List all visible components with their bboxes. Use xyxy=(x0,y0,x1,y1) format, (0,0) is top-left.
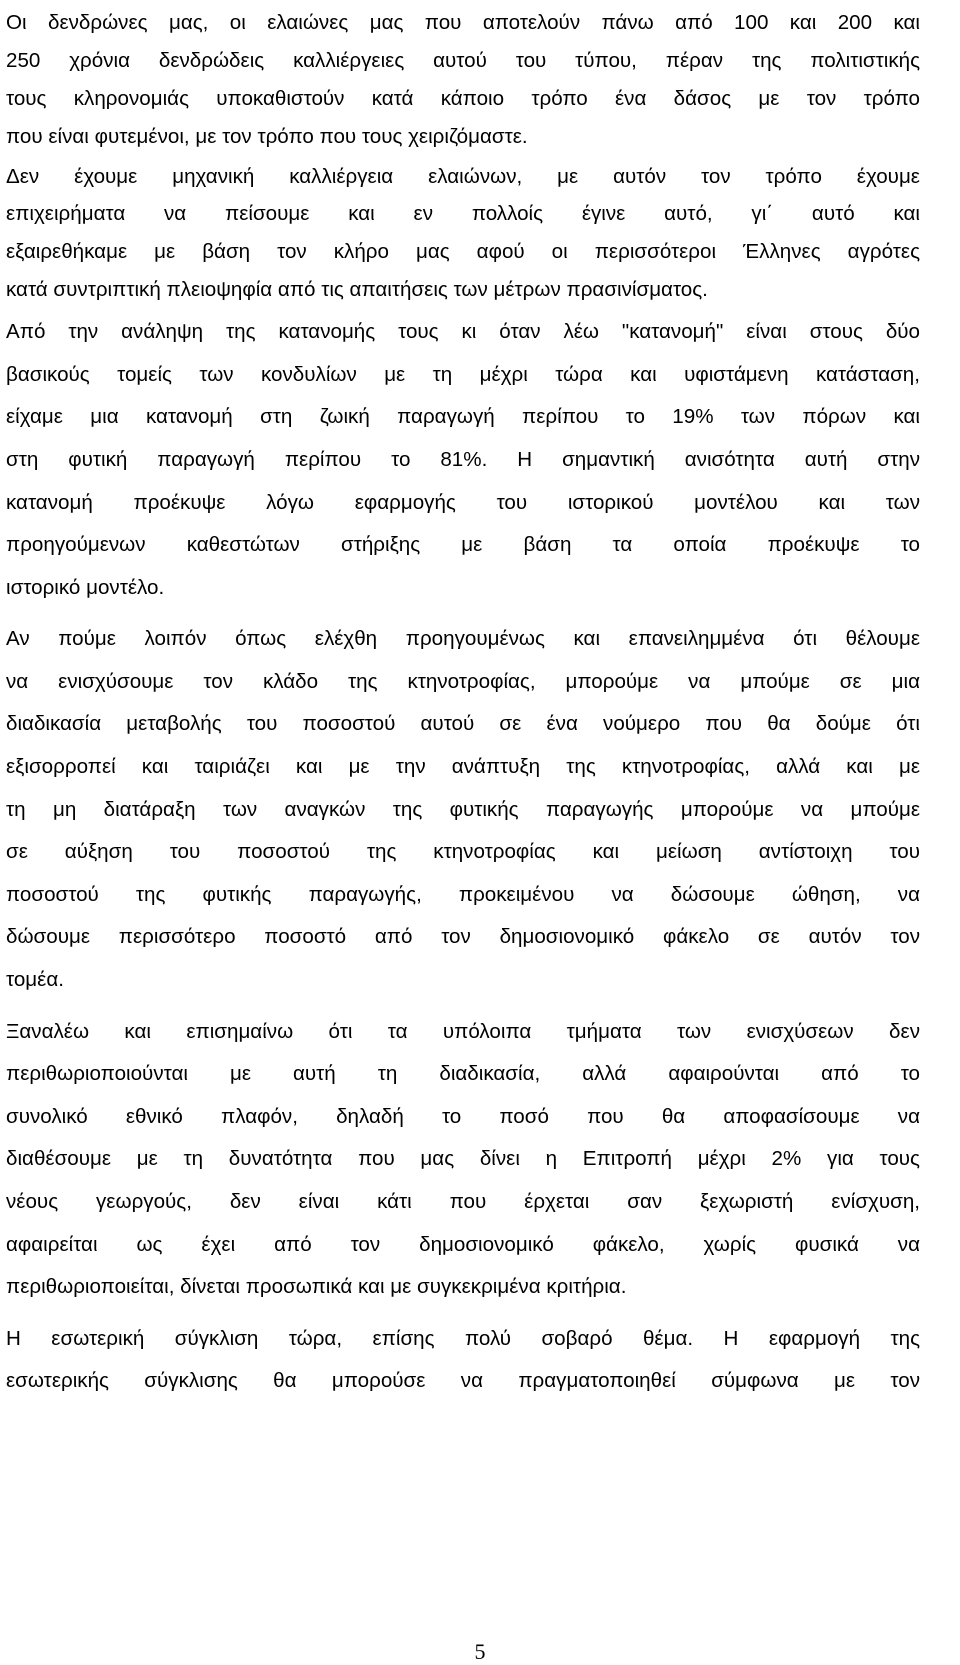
paragraph-1 xyxy=(6,4,920,156)
text-line: αφαιρείται ως έχει από τον δημοσιονομικό φάκελο, χωρίς φυσικά να xyxy=(6,1232,920,1256)
text-line: στη φυτική παραγωγή περίπου το 81%. Η σημαντική ανισότητα αυτή στην xyxy=(6,447,920,471)
text-line: Αν πούμε λοιπόν όπως ελέχθη προηγουμένως και επανειλημμένα ότι θέλουμε xyxy=(6,627,920,651)
text-line: Ξαναλέω και επισημαίνω ότι τα υπόλοιπα τμήματα των ενισχύσεων δεν xyxy=(6,1019,920,1043)
text-line: συνολικό εθνικό πλαφόν, δηλαδή το ποσό που θα αποφασίσουμε να xyxy=(6,1104,920,1128)
body-text xyxy=(6,4,920,1403)
text-line: τη μη διατάραξη των αναγκών της φυτικής παραγωγής μπορούμε να μπούμε xyxy=(6,797,920,821)
text-line: Οι δενδρώνες μας, οι ελαιώνες μας που αποτελούν πάνω από 100 και 200 και xyxy=(6,11,920,34)
text-line: προηγούμενων καθεστώτων στήριξης με βάση τα οποία προέκυψε το xyxy=(6,533,920,557)
text-line: νέους γεωργούς, δεν είναι κάτι που έρχεται σαν ξεχωριστή ενίσχυση, xyxy=(6,1190,920,1213)
paragraph-2 xyxy=(6,158,920,310)
text-line: διαδικασία μεταβολής του ποσοστού αυτού σε ένα νούμερο που θα δούμε ότι xyxy=(6,712,920,736)
text-line: τους κληρονομιάς υποκαθιστούν κατά κάποιο τρόπο ένα δάσος με τον τρόπο xyxy=(6,86,920,110)
paragraph-5 xyxy=(6,1011,920,1309)
text-line: διαθέσουμε με τη δυνατότητα που μας δίνει η Επιτροπή μέχρι 2% για τους xyxy=(6,1147,920,1171)
paragraph-4 xyxy=(6,618,920,1001)
text-line: που είναι φυτεμένοι, με τον τρόπο που τους χειριζόμαστε. xyxy=(6,124,528,148)
text-line: εσωτερικής σύγκλισης θα μπορούσε να πραγματοποιηθεί σύμφωνα με τον xyxy=(6,1369,920,1393)
text-line: Δεν έχουμε μηχανική καλλιέργεια ελαιώνων, με αυτόν τον τρόπο έχουμε xyxy=(6,164,920,188)
text-line: κατανομή προέκυψε λόγω εφαρμογής του ιστορικού μοντέλου και των xyxy=(6,490,920,514)
text-line: περιθωριοποιείται, δίνεται προσωπικά και με συγκεκριμένα κριτήρια. xyxy=(6,1275,627,1299)
text-line: τομέα. xyxy=(6,968,64,992)
text-line: κατά συντριπτική πλειοψηφία από τις απαιτήσεις των μέτρων πρασινίσματος. xyxy=(6,278,708,302)
page-number: 5 xyxy=(474,1639,486,1664)
text-line: είχαμε μια κατανομή στη ζωική παραγωγή περίπου το 19% των πόρων και xyxy=(6,405,920,429)
text-line: Η εσωτερική σύγκλιση τώρα, επίσης πολύ σοβαρό θέμα. Η εφαρμογή της xyxy=(6,1326,920,1350)
text-line: σε αύξηση του ποσοστού της κτηνοτροφίας και μείωση αντίστοιχη του xyxy=(6,840,920,864)
text-line: δώσουμε περισσότερο ποσοστό από τον δημοσιονομικό φάκελο σε αυτόν τον xyxy=(6,925,920,949)
text-line: εξισορροπεί και ταιριάζει και με την ανάπτυξη της κτηνοτροφίας, αλλά και με xyxy=(6,755,920,779)
text-line: ποσοστού της φυτικής παραγωγής, προκειμένου να δώσουμε ώθηση, να xyxy=(6,882,920,906)
paragraph-3 xyxy=(6,311,920,609)
text-line: Από την ανάληψη της κατανομής τους κι όταν λέω "κατανομή" είναι στους δύο xyxy=(6,320,920,344)
text-line: περιθωριοποιούνται με αυτή τη διαδικασία, αλλά αφαιρούνται από το xyxy=(6,1062,920,1086)
text-line: βασικούς τομείς των κονδυλίων με τη μέχρι τώρα και υφιστάμενη κατάσταση, xyxy=(6,362,920,386)
text-line: 250 χρόνια δενδρώδεις καλλιέργειες αυτού του τύπου, πέραν της πολιτιστικής xyxy=(6,48,920,72)
text-line: ιστορικό μοντέλο. xyxy=(6,575,165,599)
text-line: να ενισχύσουμε τον κλάδο της κτηνοτροφίας, μπορούμε να μπούμε σε μια xyxy=(6,669,920,693)
paragraph-6 xyxy=(6,1318,920,1403)
text-line: εξαιρεθήκαμε με βάση τον κλήρο μας αφού οι περισσότεροι Έλληνες αγρότες xyxy=(6,240,920,264)
text-line: επιχειρήματα να πείσουμε και εν πολλοίς έγινε αυτό, γι΄ αυτό και xyxy=(6,202,920,226)
